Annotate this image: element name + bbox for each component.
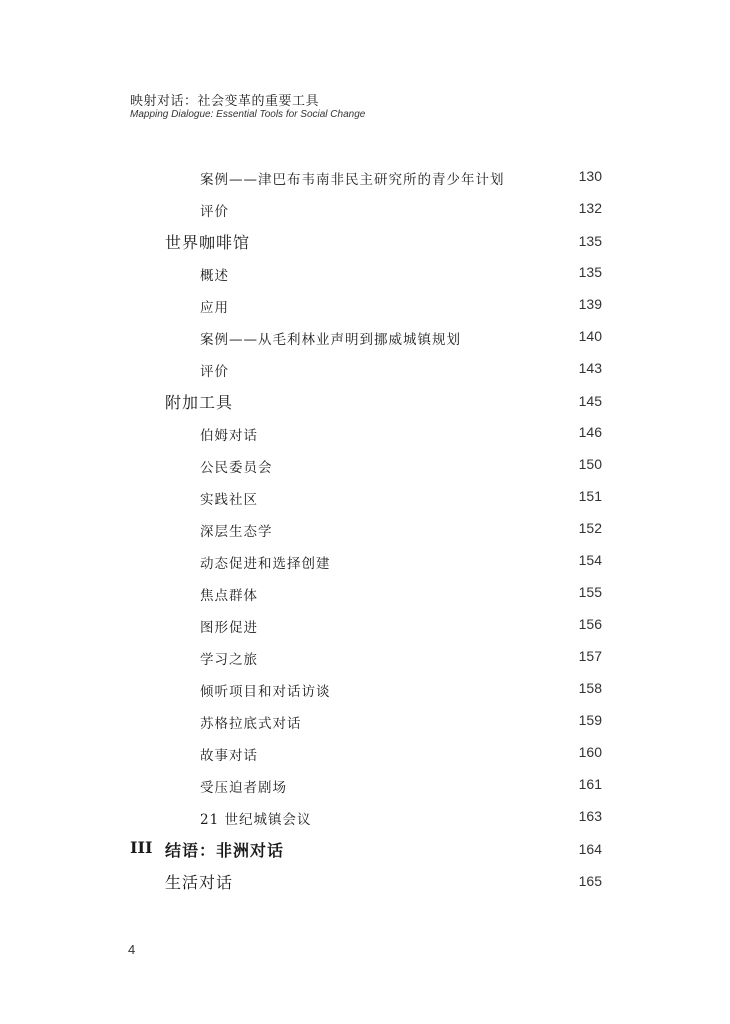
toc-section-label: 附加工具 [165,393,234,412]
toc-entry-page: 140 [578,328,602,344]
toc-entry[interactable] [0,584,730,612]
toc-entry[interactable] [0,296,730,324]
toc-entry-label: 倾听项目和对话访谈 [200,684,331,700]
toc-entry[interactable] [0,200,730,228]
toc-entry-label: 实践社区 [200,492,258,508]
toc-section-label: 世界咖啡馆 [165,233,251,252]
toc-entry[interactable] [0,360,730,388]
toc-entry-label: 伯姆对话 [200,428,258,444]
toc-entry-page: 145 [578,393,602,409]
toc-part[interactable] [0,838,730,866]
toc-entry-page: 143 [578,360,602,376]
toc-part-number: III [130,838,153,857]
toc-entry-label: 案例——津巴布韦南非民主研究所的青少年计划 [200,172,505,188]
toc-entry[interactable] [0,520,730,548]
toc-entry-page: 159 [578,712,602,728]
toc-entry[interactable] [0,168,730,196]
toc-entry[interactable] [0,488,730,516]
toc-entry-page: 132 [578,200,602,216]
running-header-cn: 映射对话：社会变革的重要工具 [130,94,320,109]
toc-entry-page: 160 [578,744,602,760]
toc-entry-page: 152 [578,520,602,536]
toc-entry-label: 公民委员会 [200,460,273,476]
toc-entry-page: 157 [578,648,602,664]
toc-entry-page: 139 [578,296,602,312]
toc-entry[interactable] [0,616,730,644]
toc-entry[interactable] [0,264,730,292]
toc-entry-page: 156 [578,616,602,632]
toc-entry-page: 158 [578,680,602,696]
toc-entry[interactable] [0,776,730,804]
toc-entry-page: 135 [578,233,602,249]
toc-entry-page: 150 [578,456,602,472]
toc-entry-page: 163 [578,808,602,824]
page-number: 4 [128,942,136,957]
toc-entry-label: 评价 [200,204,229,220]
toc-entry[interactable] [0,328,730,356]
running-header-en: Mapping Dialogue: Essential Tools for Social Change [130,109,366,120]
toc-entry-page: 154 [578,552,602,568]
toc-entry-page: 151 [578,488,602,504]
toc-entry-page: 130 [578,168,602,184]
toc-entry[interactable] [0,456,730,484]
toc-entry-label: 学习之旅 [200,652,258,668]
toc-entry-label: 受压迫者剧场 [200,780,287,796]
toc-section[interactable] [0,870,730,898]
toc-entry-label: 苏格拉底式对话 [200,716,302,732]
toc-section[interactable] [0,230,730,258]
toc-entry-label: 动态促进和选择创建 [200,556,331,572]
toc-entry-label: 图形促进 [200,620,258,636]
toc-entry-label: 故事对话 [200,748,258,764]
toc-part-label: 结语：非洲对话 [165,841,285,860]
toc-entry-label: 焦点群体 [200,588,258,604]
toc-entry-page: 161 [578,776,602,792]
toc-entry-page: 155 [578,584,602,600]
toc-entry-page: 135 [578,264,602,280]
toc-entry[interactable] [0,552,730,580]
toc-entry[interactable] [0,424,730,452]
toc-entry-page: 164 [578,841,602,857]
toc-entry[interactable] [0,648,730,676]
toc-entry[interactable] [0,744,730,772]
toc-entry-label: 案例——从毛利林业声明到挪威城镇规划 [200,332,461,348]
toc-entry-label: 概述 [200,268,229,284]
toc-section[interactable] [0,390,730,418]
toc-entry-label: 深层生态学 [200,524,273,540]
toc-entry[interactable] [0,680,730,708]
toc-section-label: 生活对话 [165,873,234,892]
toc-entry-page: 146 [578,424,602,440]
toc-entry-label: 应用 [200,300,229,316]
toc-entry-page: 165 [578,873,602,889]
toc-entry[interactable] [0,712,730,740]
toc-entry[interactable] [0,808,730,836]
toc-entry-label: 21 世纪城镇会议 [200,812,312,828]
toc-entry-label: 评价 [200,364,229,380]
